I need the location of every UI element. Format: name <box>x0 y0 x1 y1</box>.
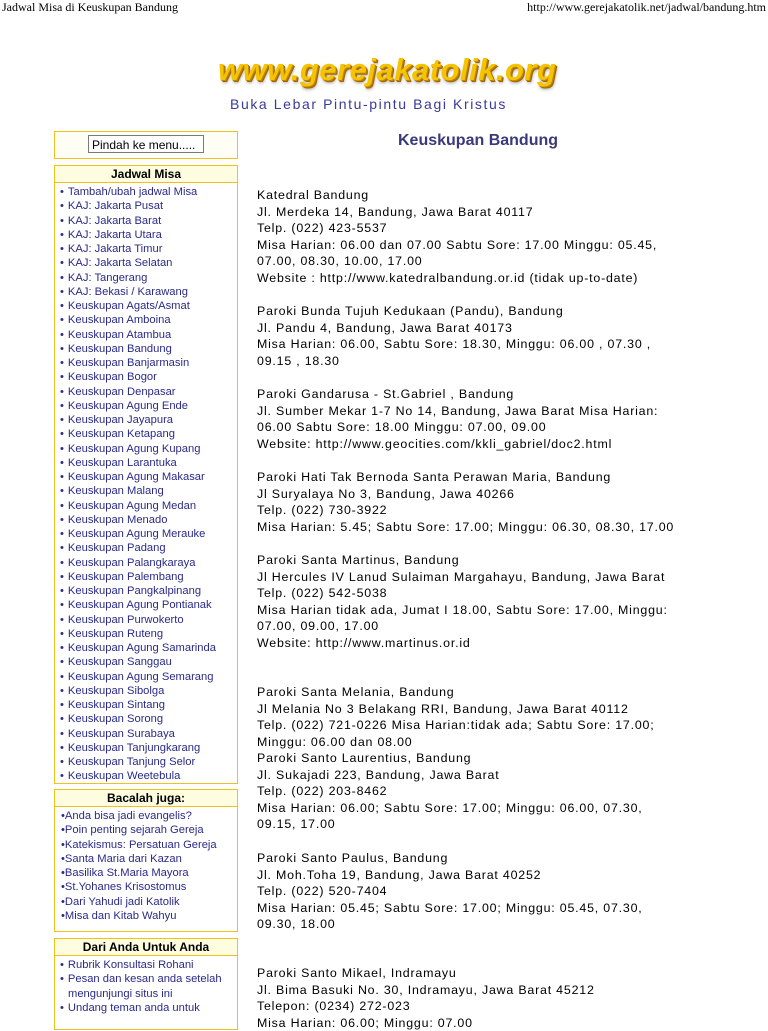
parish-name: Paroki Santa Melania, Bandung <box>257 685 455 699</box>
menu-link-label[interactable]: Keuskupan Agung Merauke <box>67 528 206 540</box>
menu-link-label[interactable]: Keuskupan Malang <box>67 485 164 498</box>
menu-link-label[interactable]: •St.Yohanes Krisostomus <box>61 881 187 894</box>
menu-link-label[interactable]: KAJ: Tangerang <box>67 271 148 284</box>
menu-link-label[interactable]: Keuskupan Agung Ende <box>67 399 188 412</box>
site-logo[interactable]: www.gerejakatolik.org <box>218 52 557 87</box>
menu-link-label[interactable]: Undang teman anda untuk <box>67 1001 200 1014</box>
dari-anda-list <box>55 956 237 1015</box>
parish-detail-line: Jl. Pandu 4, Bandung, Jawa Barat 40173 <box>257 320 513 335</box>
site-tagline: Buka Lebar Pintu-pintu Bagi Kristus <box>230 96 508 112</box>
menu-link[interactable] <box>60 655 237 669</box>
menu-link[interactable] <box>60 570 237 584</box>
menu-link[interactable] <box>60 598 237 612</box>
menu-link-label[interactable]: Keuskupan Agung Pontianak <box>67 599 212 612</box>
parish-name: Katedral Bandung <box>257 188 370 202</box>
menu-link-label[interactable]: •Dari Yahudi jadi Katolik <box>61 895 180 908</box>
jadwal-misa-list <box>55 183 237 784</box>
parish-entry <box>257 750 717 833</box>
parish-detail-line: Website : http://www.katedralbandung.or.id (tidak up-to-date) <box>257 270 639 285</box>
parish-entry <box>257 303 717 369</box>
bullet-icon: • <box>60 713 64 726</box>
bullet-icon: • <box>60 499 64 512</box>
parish-detail-line: Website: http://www.martinus.or.id <box>257 635 471 650</box>
parish-entry <box>257 850 717 933</box>
menu-link-label[interactable]: •Katekismus: Persatuan Gereja <box>61 838 217 851</box>
menu-link-label[interactable]: Keuskupan Larantuka <box>67 456 177 469</box>
menu-link[interactable] <box>60 484 237 498</box>
menu-link-label[interactable]: Keuskupan Purwokerto <box>67 613 184 626</box>
panel-title: Bacalah juga: <box>55 790 237 807</box>
menu-link-label[interactable]: KAJ: Jakarta Selatan <box>67 257 173 270</box>
menu-link[interactable] <box>60 456 237 470</box>
menu-link[interactable] <box>60 185 237 199</box>
menu-link[interactable] <box>60 228 237 242</box>
bullet-icon: • <box>60 684 64 697</box>
menu-link-label[interactable]: Tambah/ubah jadwal Misa <box>67 186 198 198</box>
bullet-icon: • <box>60 314 64 327</box>
bullet-icon: • <box>60 243 64 255</box>
bullet-icon: • <box>60 371 64 384</box>
menu-link[interactable] <box>60 242 237 256</box>
parish-detail-line: Jl. Bima Basuki No. 30, Indramayu, Jawa Barat 45212 <box>257 982 595 997</box>
menu-link[interactable] <box>60 527 237 541</box>
menu-link[interactable] <box>60 958 237 972</box>
parish-detail-line: Telp. (022) 203-8462 <box>257 784 388 799</box>
menu-link[interactable] <box>61 809 237 823</box>
menu-link-label[interactable]: Keuskupan Agung Kupang <box>67 442 201 455</box>
menu-link-label[interactable]: Rubrik Konsultasi Rohani <box>67 959 194 971</box>
bullet-icon: • <box>60 300 64 312</box>
parish-name: Paroki Gandarusa - St.Gabriel , Bandung <box>257 387 515 401</box>
parish-entry <box>257 552 717 652</box>
menu-link[interactable] <box>61 823 237 837</box>
menu-link-label[interactable]: Keuskupan Agung Samarinda <box>67 642 216 654</box>
menu-link-label[interactable]: Keuskupan Amboina <box>67 314 171 327</box>
bullet-icon: • <box>60 585 64 597</box>
menu-link-label[interactable]: Keuskupan Palangkaraya <box>67 556 196 569</box>
bullet-icon: • <box>60 385 64 398</box>
menu-link[interactable] <box>60 712 237 726</box>
menu-link[interactable] <box>60 584 237 598</box>
menu-link[interactable] <box>60 256 237 270</box>
bullet-icon: • <box>60 613 64 626</box>
bullet-icon: • <box>60 727 64 740</box>
bullet-icon: • <box>60 328 64 341</box>
menu-link[interactable] <box>60 442 237 456</box>
menu-link-label[interactable]: Keuskupan Agung Makasar <box>67 471 205 483</box>
menu-link[interactable] <box>60 385 237 399</box>
menu-link-label[interactable]: Keuskupan Jayapura <box>67 414 174 426</box>
menu-link[interactable] <box>60 987 237 1001</box>
bullet-icon: • <box>60 285 64 298</box>
menu-link-label[interactable]: Keuskupan Sorong <box>67 713 164 726</box>
menu-link[interactable] <box>60 613 237 627</box>
menu-link[interactable] <box>60 627 237 641</box>
panel-title: Dari Anda Untuk Anda <box>55 939 237 956</box>
menu-link[interactable] <box>60 972 237 986</box>
parish-detail-line: Jl. Sukajadi 223, Bandung, Jawa Barat <box>257 767 500 782</box>
menu-link-label[interactable]: KAJ: Bekasi / Karawang <box>67 285 188 298</box>
menu-link[interactable] <box>60 328 237 342</box>
menu-link[interactable] <box>60 641 237 655</box>
menu-link-label[interactable]: KAJ: Jakarta Timur <box>67 243 163 255</box>
parish-detail-line: 07.00, 08.30, 10.00, 17.00 <box>257 254 423 269</box>
menu-link-label[interactable]: •Misa dan Kitab Wahyu <box>61 909 177 922</box>
menu-link[interactable] <box>60 556 237 570</box>
parish-entry <box>257 386 717 452</box>
parish-detail-line: 09.15, 17.00 <box>257 817 336 832</box>
menu-link-label[interactable]: Keuskupan Ketapang <box>67 428 175 441</box>
parish-detail-line: Misa Harian: 06.00; Sabtu Sore: 17.00; Minggu: 06.00, 07.30, <box>257 800 643 815</box>
parish-entry <box>257 684 717 750</box>
parish-detail-line: Minggu: 06.00 dan 08.00 <box>257 734 413 749</box>
bullet-icon: • <box>60 228 64 241</box>
menu-link-label[interactable]: Keuskupan Atambua <box>67 328 172 341</box>
menu-link[interactable] <box>60 399 237 413</box>
parish-detail-line: Misa Harian: 06.00 dan 07.00 Sabtu Sore: 17.00 Minggu: 05.45, <box>257 237 658 252</box>
parish-detail-line: Jl. Sumber Mekar 1-7 No 14, Bandung, Jawa Barat Misa Harian: <box>257 403 659 418</box>
dari-anda-panel <box>54 938 238 1030</box>
menu-link[interactable] <box>60 299 237 313</box>
menu-link[interactable] <box>60 741 237 755</box>
parish-name: Paroki Santa Martinus, Bandung <box>257 553 460 567</box>
bullet-icon: • <box>60 428 64 441</box>
parish-detail-line: Jl Melania No 3 Belakang RRI, Bandung, Jawa Barat 40112 <box>257 701 629 716</box>
menu-link[interactable] <box>60 470 237 484</box>
menu-link[interactable] <box>61 838 237 852</box>
menu-link-label[interactable]: •Basilika St.Maria Mayora <box>61 867 189 879</box>
bullet-icon: • <box>60 656 64 669</box>
parish-entry <box>257 469 717 535</box>
panel-title: Jadwal Misa <box>55 166 237 183</box>
menu-link-label[interactable]: mengunjungi situs ini <box>68 987 173 1000</box>
parish-name: Paroki Santo Mikael, Indramayu <box>257 966 457 980</box>
bullet-icon: • <box>60 528 64 540</box>
parish-detail-line: Jl Suryalaya No 3, Bandung, Jawa 40266 <box>257 486 515 501</box>
print-header <box>0 0 768 16</box>
menu-link[interactable] <box>60 513 237 527</box>
menu-link[interactable] <box>60 684 237 698</box>
bullet-icon: • <box>60 485 64 498</box>
menu-link[interactable] <box>60 499 237 513</box>
bullet-icon: • <box>60 271 64 284</box>
bullet-icon: • <box>60 741 64 754</box>
bullet-icon: • <box>60 542 64 555</box>
bullet-icon: • <box>60 200 64 213</box>
menu-link-label[interactable]: •Poin penting sejarah Gereja <box>61 824 204 837</box>
menu-link[interactable] <box>61 880 237 894</box>
menu-link-label[interactable]: Keuskupan Sibolga <box>67 684 165 697</box>
parish-entry <box>257 187 717 287</box>
menu-link-label[interactable]: Keuskupan Bogor <box>67 371 157 384</box>
parish-name: Paroki Santo Paulus, Bandung <box>257 851 449 865</box>
bullet-icon: • <box>60 756 64 768</box>
menu-link-label[interactable]: Keuskupan Surabaya <box>67 727 175 740</box>
content-title: Keuskupan Bandung <box>398 132 559 149</box>
bullet-icon: • <box>60 959 64 971</box>
bullet-icon: • <box>60 357 64 369</box>
menu-link-label[interactable]: Keuskupan Tanjung Selor <box>67 756 196 768</box>
menu-link-label[interactable]: Keuskupan Menado <box>67 513 168 526</box>
bacalah-juga-list <box>55 807 237 923</box>
parish-detail-line: 09.30, 18.00 <box>257 917 336 932</box>
bullet-icon: • <box>60 627 64 640</box>
bullet-icon: • <box>60 642 64 654</box>
menu-link-label[interactable]: Pesan dan kesan anda setelah <box>67 973 222 986</box>
bullet-icon: • <box>60 414 64 426</box>
parish-name: Paroki Hati Tak Bernoda Santa Perawan Maria, Bandung <box>257 470 612 484</box>
menu-link-label[interactable]: •Anda bisa jadi evangelis? <box>61 810 192 822</box>
parish-detail-line: 09.15 , 18.30 <box>257 353 340 368</box>
menu-link-label[interactable]: Keuskupan Palembang <box>67 570 184 583</box>
parish-detail-line: Misa Harian: 06.00; Minggu: 07.00 <box>257 1015 473 1030</box>
page-url: http://www.gerejakatolik.net/jadwal/bandung.htm <box>527 0 766 14</box>
menu-link[interactable] <box>61 895 237 909</box>
parish-detail-line: Jl. Merdeka 14, Bandung, Jawa Barat 40117 <box>257 204 534 219</box>
bullet-icon: • <box>60 513 64 526</box>
menu-link[interactable] <box>60 271 237 285</box>
menu-link[interactable] <box>60 285 237 299</box>
menu-link[interactable] <box>60 727 237 741</box>
bullet-icon: • <box>60 257 64 270</box>
parish-detail-line: Misa Harian: 06.00, Sabtu Sore: 18.30, Minggu: 06.00 , 07.30 , <box>257 337 652 352</box>
parish-detail-line: Jl. Moh.Toha 19, Bandung, Jawa Barat 40252 <box>257 867 542 882</box>
bullet-icon: • <box>60 1001 64 1014</box>
menu-link[interactable] <box>60 313 237 327</box>
menu-link[interactable] <box>60 698 237 712</box>
menu-link-label[interactable]: Keuskupan Agats/Asmat <box>67 300 190 312</box>
bullet-icon: • <box>60 456 64 469</box>
menu-link-label[interactable]: Keuskupan Banjarmasin <box>67 357 190 369</box>
menu-box <box>54 131 238 159</box>
menu-link[interactable] <box>60 541 237 555</box>
menu-link-label[interactable]: KAJ: Jakarta Pusat <box>67 200 164 213</box>
menu-link-label[interactable]: KAJ: Jakarta Utara <box>67 228 162 241</box>
menu-link-label[interactable]: KAJ: Jakarta Barat <box>67 214 162 227</box>
menu-link[interactable] <box>60 342 237 356</box>
menu-link-label[interactable]: Keuskupan Tanjungkarang <box>67 741 201 754</box>
bullet-icon: • <box>60 973 64 986</box>
menu-link[interactable] <box>60 370 237 384</box>
menu-dropdown[interactable]: Pindah ke menu..... <box>88 135 204 153</box>
bullet-icon: • <box>60 699 64 711</box>
menu-link[interactable] <box>60 755 237 769</box>
bullet-icon: • <box>60 442 64 455</box>
bullet-icon: • <box>60 214 64 227</box>
menu-link-label[interactable]: Keuskupan Sanggau <box>67 656 172 669</box>
parish-detail-line: 07.00, 09.00, 17.00 <box>257 619 379 634</box>
menu-link[interactable] <box>60 427 237 441</box>
menu-link[interactable] <box>60 1001 237 1015</box>
bullet-icon: • <box>60 770 64 783</box>
jadwal-misa-panel <box>54 165 238 784</box>
parish-detail-line: Telp. (022) 721-0226 Misa Harian:tidak ada; Sabtu Sore: 17.00; <box>257 718 655 733</box>
bullet-icon: • <box>60 556 64 569</box>
menu-link-label[interactable]: Keuskupan Agung Medan <box>67 499 197 512</box>
parish-detail-line: Misa Harian tidak ada, Jumat I 18.00, Sabtu Sore: 17.00, Minggu: <box>257 602 668 617</box>
parish-detail-line: Telp. (022) 520-7404 <box>257 884 388 899</box>
menu-link-label[interactable]: Keuskupan Bandung <box>67 342 172 355</box>
page-title: Jadwal Misa di Keuskupan Bandung <box>2 0 178 14</box>
parish-detail-line: Telp. (022) 423-5537 <box>257 221 388 236</box>
menu-link[interactable] <box>61 852 237 866</box>
bullet-icon: • <box>60 186 64 198</box>
bullet-icon: • <box>60 342 64 355</box>
parish-detail-line: Misa Harian: 5.45; Sabtu Sore: 17.00; Minggu: 06.30, 08.30, 17.00 <box>257 519 675 534</box>
bacalah-juga-panel <box>54 789 238 932</box>
parish-name: Paroki Bunda Tujuh Kedukaan (Pandu), Bandung <box>257 304 564 318</box>
menu-link[interactable] <box>60 199 237 213</box>
parish-detail-line: Website: http://www.geocities.com/kkli_gabriel/doc2.html <box>257 436 613 451</box>
bullet-icon: • <box>60 599 64 612</box>
parish-detail-line: Telp. (022) 542-5038 <box>257 586 388 601</box>
menu-link[interactable] <box>60 769 237 783</box>
menu-link[interactable] <box>60 214 237 228</box>
menu-link[interactable] <box>60 670 237 684</box>
parish-detail-line: Telepon: (0234) 272-023 <box>257 999 411 1014</box>
menu-link-label[interactable]: •Santa Maria dari Kazan <box>61 852 182 865</box>
parish-entry <box>257 965 717 1031</box>
bullet-icon: • <box>60 399 64 412</box>
parish-detail-line: 06.00 Sabtu Sore: 18.00 Minggu: 07.00, 09.00 <box>257 420 547 435</box>
menu-link-label[interactable]: Keuskupan Agung Semarang <box>67 670 214 683</box>
menu-link[interactable] <box>61 866 237 880</box>
menu-link[interactable] <box>60 413 237 427</box>
parish-name: Paroki Santo Laurentius, Bandung <box>257 751 472 765</box>
parish-detail-line: Telp. (022) 730-3922 <box>257 503 388 518</box>
bullet-icon: • <box>60 471 64 483</box>
menu-link[interactable] <box>60 356 237 370</box>
menu-link-label[interactable]: Keuskupan Ruteng <box>67 627 164 640</box>
menu-link-label[interactable]: Keuskupan Padang <box>67 542 166 555</box>
parish-detail-line: Misa Harian: 05.45; Sabtu Sore: 17.00; Minggu: 05.45, 07.30, <box>257 900 643 915</box>
menu-link-label[interactable]: Keuskupan Pangkalpinang <box>67 585 202 597</box>
menu-link-label[interactable]: Keuskupan Weetebula <box>67 770 181 783</box>
bullet-icon: • <box>60 670 64 683</box>
menu-link-label[interactable]: Keuskupan Sintang <box>67 699 165 711</box>
parish-detail-line: Jl Hercules IV Lanud Sulaiman Margahayu, Bandung, Jawa Barat <box>257 569 666 584</box>
menu-link-label[interactable]: Keuskupan Denpasar <box>67 385 176 398</box>
bullet-icon: • <box>60 570 64 583</box>
menu-link[interactable] <box>61 909 237 923</box>
